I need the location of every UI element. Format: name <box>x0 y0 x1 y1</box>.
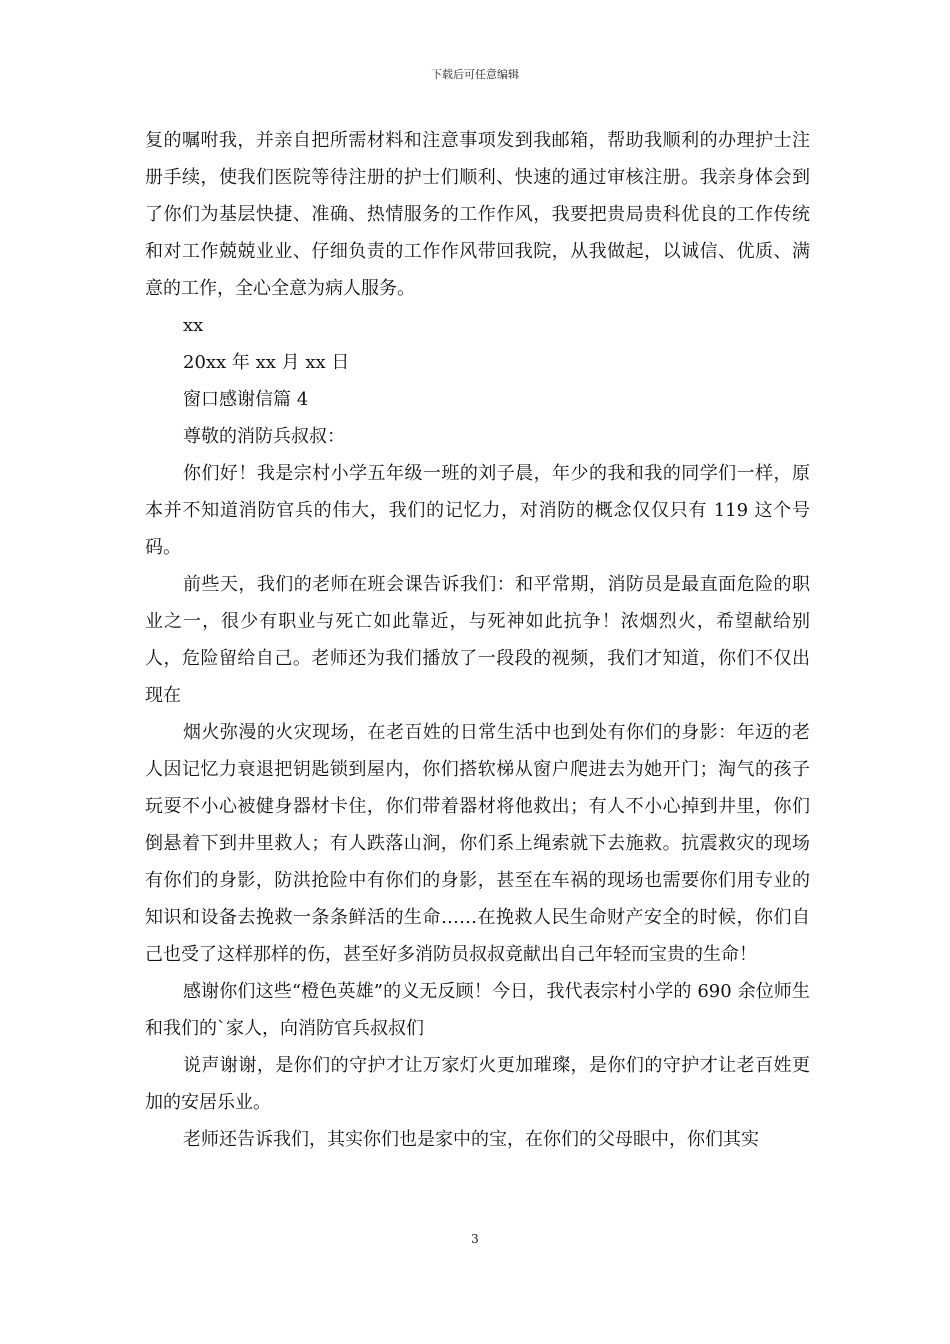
page-number: 3 <box>471 1232 479 1246</box>
paragraph: 复的嘱咐我，并亲自把所需材料和注意事项发到我邮箱，帮助我顺利的办理护士注册手续，使我们医院等待注册的护士们顺利、快速的通过审核注册。我亲身体会到了你们为基层快捷、准确、热情服务的工作作风，我要把贵局贵科优良的工作传统和对工作兢兢业业、仔细负责的工作作风带回我院，从我做起，以诚信、优质、满意的工作，全心全意为病人服务。 <box>145 130 810 299</box>
paragraph: 前些天，我们的老师在班会课告诉我们：和平常期，消防员是最直面危险的职业之一，很少有职业与死亡如此靠近，与死神如此抗争！浓烟烈火，希望献给别人，危险留给自己。老师还为我们播放了一段段的视频，我们才知道，你们不仅出现在 <box>145 574 810 706</box>
signature-name: xx <box>183 315 204 336</box>
paragraph: 烟火弥漫的火灾现场，在老百姓的日常生活中也到处有你们的身影：年迈的老人因记忆力衰退把钥匙锁到屋内，你们搭软梯从窗户爬进去为她开门；淘气的孩子玩耍不小心被健身器材卡住，你们带着器材将他救出；有人不小心掉到井里，你们倒悬着下到井里救人；有人跌落山涧，你们系上绳索就下去施救。抗震救灾的现场有你们的身影，防洪抢险中有你们的身影，甚至在车祸的现场也需要你们用专业的知识和设备去挽救一条条鲜活的生命……在挽救人民生命财产安全的时候，你们自己也受了这样那样的伤，甚至好多消防员叔叔竟献出自己年轻而宝贵的生命！ <box>145 722 810 965</box>
paragraph: 说声谢谢，是你们的守护才让万家灯火更加璀璨，是你们的守护才让老百姓更加的安居乐业。 <box>145 1055 810 1113</box>
document-body <box>145 122 810 1158</box>
page-header: 下载后可任意编辑 <box>431 68 519 81</box>
paragraph: 感谢你们这些“橙色英雄”的义无反顾！今日，我代表宗村小学的 690 余位师生和我们的`家人，向消防官兵叔叔们 <box>145 981 810 1039</box>
paragraph: 你们好！我是宗村小学五年级一班的刘子晨，年少的我和我的同学们一样，原本并不知道消防官兵的伟大，我们的记忆力，对消防的概念仅仅只有 119 这个号码。 <box>145 463 810 558</box>
signature-date: 20xx 年 xx 月 xx 日 <box>183 352 350 373</box>
salutation: 尊敬的消防兵叔叔： <box>183 426 345 447</box>
section-title: 窗口感谢信篇 4 <box>183 389 309 410</box>
paragraph: 老师还告诉我们，其实你们也是家中的宝，在你们的父母眼中，你们其实 <box>183 1129 759 1150</box>
